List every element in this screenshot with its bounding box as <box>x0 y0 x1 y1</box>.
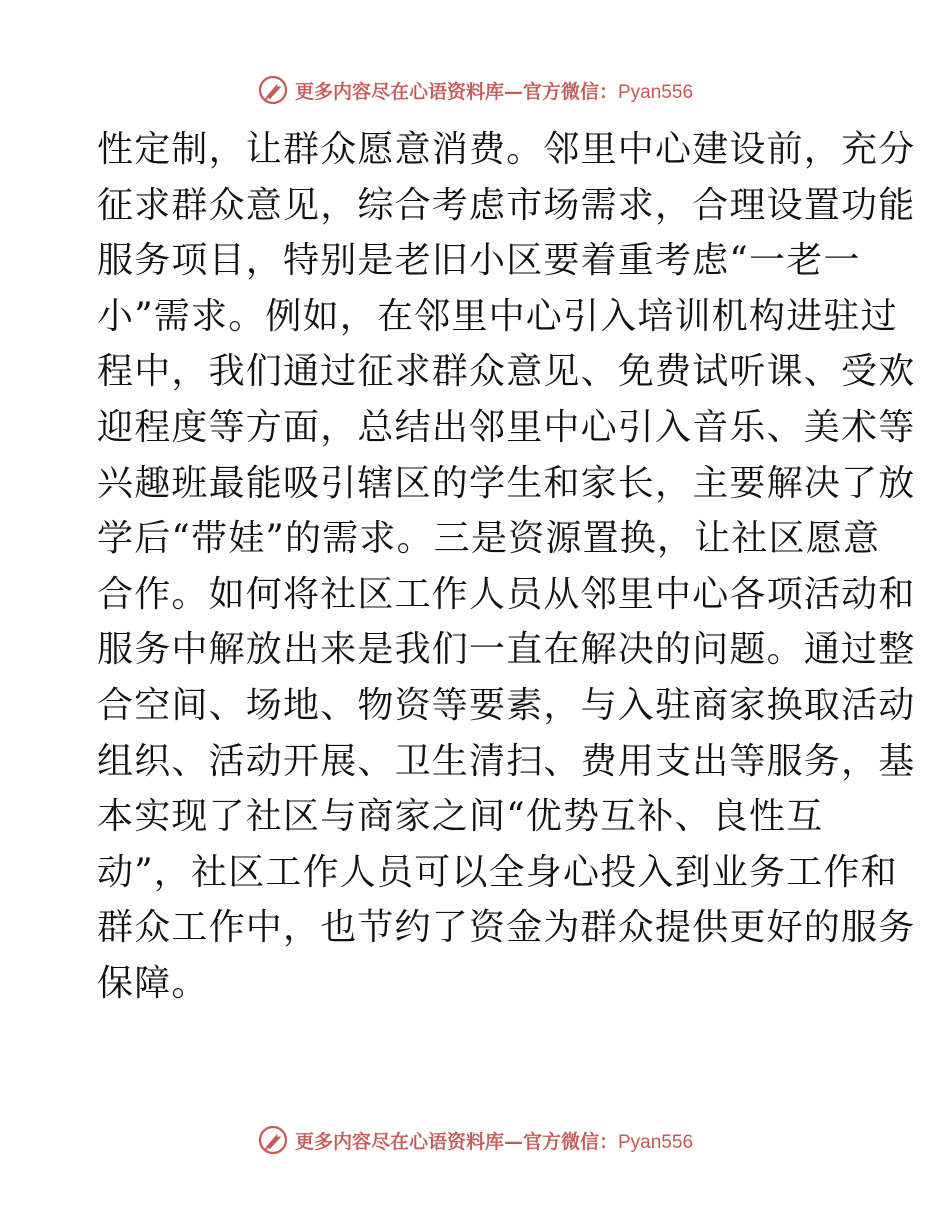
body-line: 动”，社区工作人员可以全身心投入到业务工作和 <box>97 851 898 893</box>
body-line: 兴趣班最能吸引辖区的学生和家长，主要解决了放 <box>97 462 916 504</box>
body-line: 合空间、场地、物资等要素，与入驻商家换取活动 <box>97 684 916 726</box>
body-line: 服务中解放出来是我们一直在解决的问题。通过整 <box>97 629 916 671</box>
fountain-pen-seal-icon <box>257 1124 289 1156</box>
header-wechat-label: 官方微信： <box>522 80 618 103</box>
footer-wechat-id: Pyan556 <box>618 1131 694 1153</box>
body-line: 小”需求。例如，在邻里中心引入培训机构进驻过 <box>97 295 898 337</box>
body-line: 合作。如何将社区工作人员从邻里中心各项活动和 <box>97 573 916 615</box>
body-line: 征求群众意见，综合考虑市场需求，合理设置功能 <box>97 184 916 226</box>
body-line: 程中，我们通过征求群众意见、免费试听课、受欢 <box>97 351 916 393</box>
fountain-pen-seal-icon <box>257 74 289 106</box>
header-banner-separator: — <box>503 80 523 103</box>
body-line: 服务项目，特别是老旧小区要着重考虑“一老一 <box>97 240 861 282</box>
header-banner-text <box>295 77 693 104</box>
body-line: 性定制，让群众愿意消费。邻里中心建设前，充分 <box>97 129 916 170</box>
body-line: 本实现了社区与商家之间“优势互补、良性互 <box>97 796 824 838</box>
footer-banner <box>0 1120 950 1160</box>
header-banner <box>0 70 950 110</box>
footer-banner-separator: — <box>503 1130 523 1153</box>
header-banner-slogan: 更多内容尽在心语资料库 <box>294 80 504 103</box>
footer-banner-text <box>295 1127 693 1154</box>
body-line: 群众工作中，也节约了资金为群众提供更好的服务 <box>97 907 916 949</box>
body-line: 保障。 <box>97 962 209 1004</box>
header-wechat-id: Pyan556 <box>618 81 694 103</box>
body-line: 组织、活动开展、卫生清扫、费用支出等服务，基 <box>97 740 916 782</box>
body-line: 迎程度等方面，总结出邻里中心引入音乐、美术等 <box>97 406 916 448</box>
body-line: 学后“带娃”的需求。三是资源置换，让社区愿意 <box>97 518 881 560</box>
footer-wechat-label: 官方微信： <box>522 1130 618 1153</box>
footer-banner-slogan: 更多内容尽在心语资料库 <box>294 1130 504 1153</box>
document-body <box>97 122 916 1012</box>
